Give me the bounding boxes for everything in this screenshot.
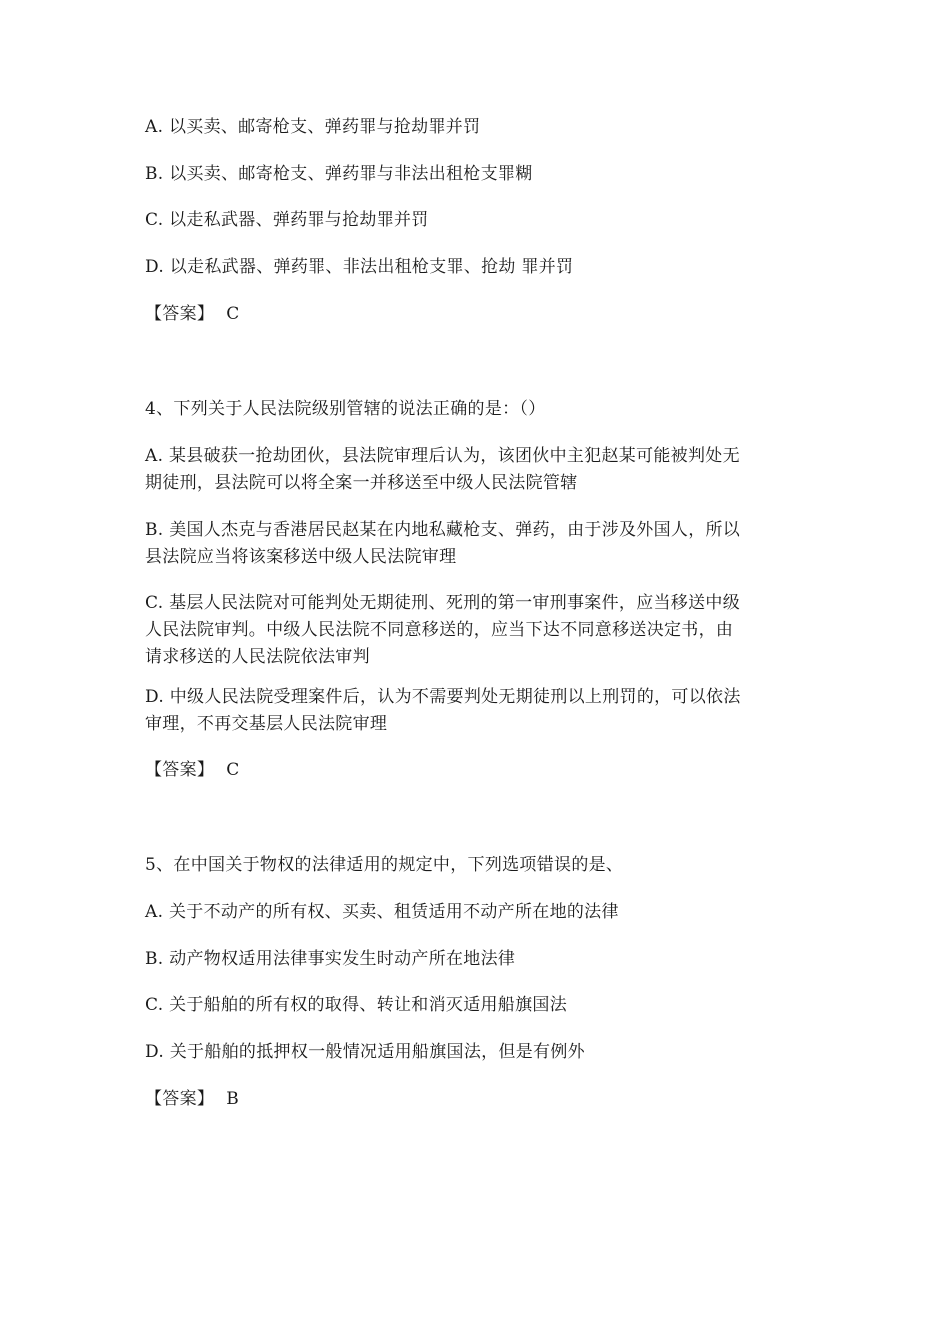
q3-option-b: B. 以买卖、邮寄枪支、弹药罪与非法出租枪支罪糊: [145, 164, 533, 184]
q4-question: 4、下列关于人民法院级别管辖的说法正确的是：（）: [145, 399, 546, 419]
q5-option-a: A. 关于不动产的所有权、买卖、租赁适用不动产所在地的法律: [145, 902, 619, 922]
q3-answer-label: 【答案】: [145, 304, 215, 324]
q4-answer-value: C: [226, 760, 240, 780]
q3-option-d: D. 以走私武器、弹药罪、非法出租枪支罪、抢劫 罪并罚: [145, 257, 574, 277]
q4-option-a-line2: 期徒刑，县法院可以将全案一并移送至中级人民法院管辖: [145, 473, 578, 493]
q5-option-c: C. 关于船舶的所有权的取得、转让和消灭适用船旗国法: [145, 995, 568, 1015]
q3-option-c: C. 以走私武器、弹药罪与抢劫罪并罚: [145, 210, 429, 230]
q5-question: 5、在中国关于物权的法律适用的规定中，下列选项错误的是、: [145, 855, 624, 875]
q3-answer-value: C: [226, 304, 240, 324]
q5-answer-value: B: [226, 1089, 239, 1109]
q4-answer: [145, 756, 815, 785]
q4-option-c-line3: 请求移送的人民法院依法审判: [145, 647, 370, 667]
q4-option-d-line1: D. 中级人民法院受理案件后，认为不需要判处无期徒刑以上刑罚的，可以依法: [145, 687, 741, 707]
q5-answer: [145, 1085, 815, 1114]
q5-answer-label: 【答案】: [145, 1089, 215, 1109]
q4-answer-label: 【答案】: [145, 760, 215, 780]
q4-option-b-line2: 县法院应当将该案移送中级人民法院审理: [145, 547, 457, 567]
q5-option-d: D. 关于船舶的抵押权一般情况适用船旗国法，但是有例外: [145, 1042, 585, 1062]
q5-option-b: B. 动产物权适用法律事实发生时动产所在地法律: [145, 949, 516, 969]
q4-option-b-line1: B. 美国人杰克与香港居民赵某在内地私藏枪支、弹药，由于涉及外国人，所以: [145, 520, 741, 540]
q3-option-a: A. 以买卖、邮寄枪支、弹药罪与抢劫罪并罚: [145, 117, 481, 137]
q3-answer: [145, 300, 815, 329]
q4-option-c-line1: C. 基层人民法院对可能判处无期徒刑、死刑的第一审刑事案件，应当移送中级: [145, 593, 741, 613]
q4-option-a-line1: A. 某县破获一抢劫团伙，县法院审理后认为，该团伙中主犯赵某可能被判处无: [145, 446, 740, 466]
q4-option-d-line2: 审理，不再交基层人民法院审理: [145, 714, 388, 734]
q4-option-c-line2: 人民法院审判。中级人民法院不同意移送的，应当下达不同意移送决定书，由: [145, 620, 734, 640]
